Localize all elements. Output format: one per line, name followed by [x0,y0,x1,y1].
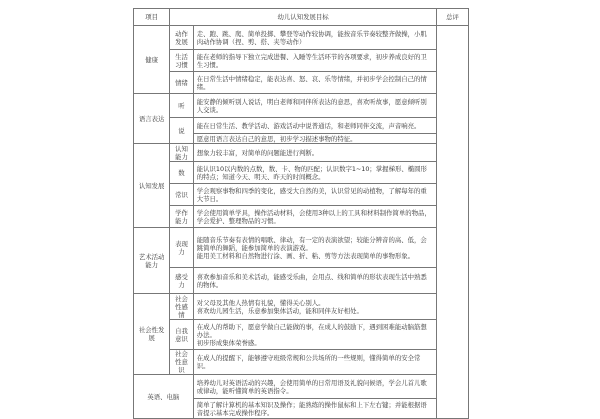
row-label: 听 [170,94,193,118]
row-text: 走、跑、跳、爬、简单投掷、攀登等动作较协调，能按音乐节奏较整齐做操，小肌肉动作协调（捏、剪、搭、夹等动作） [193,26,436,50]
table-row [134,206,469,228]
row-text: 能在日常生活、教学活动、游戏活动中说普通话，和老师同伴交流，声音响亮。 [193,118,436,134]
row-text: 简单了解计算机的基本知识及操作；能熟练的操作鼠标和上下左右键；并能根据语音提示基本完成操作程序。 [193,399,436,419]
row-label: 学作能力 [170,206,193,228]
table-row [134,228,469,268]
table-row [134,118,469,134]
domain-english-computer: 英语、电脑 [134,375,194,419]
table-row [134,94,469,118]
row-text: 在成人的提醒下，能够遵守班级常规和公共场所的一些规则，懂得简单的安全常识。 [193,350,436,375]
row-label: 生活习惯 [170,50,193,72]
goals-table [133,8,469,419]
domain-cognition: 认知发展 [134,144,170,228]
row-text: 培养幼儿对英语活动的兴趣，会使用简单的日常用语及礼貌问候语，学会儿首儿歌或律动，能听懂简单的英语指令。 [193,375,436,399]
row-label: 认知能力 [170,144,193,162]
table-row [134,320,469,350]
row-label: 感受力 [170,268,193,294]
header-total: 总评 [436,9,468,26]
table-row [134,268,469,294]
row-text: 想象力较丰富，对简单的问题能进行判断。 [193,144,436,162]
table-row [134,184,469,206]
row-text: 能认识10以内数的点数，数、卡、物的匹配；认识数字1~10；掌握梯形、椭圆形的特点；知道今天、明天、昨天的时间概念。 [193,162,436,184]
table-row [134,350,469,375]
table-row [134,144,469,162]
table-row [134,50,469,72]
domain-art: 艺术活动能力 [134,228,170,294]
row-text: 学会使用简单学具，操作活动材料，会使用3种以上的工具和材料制作简单的物品，学会爱护、整理物品的习惯。 [193,206,436,228]
row-label: 常识 [170,184,193,206]
row-text: 在日常生活中情绪稳定，能表达喜、怒、哀、乐等情绪，并初步学会控制自己的情绪。 [193,72,436,94]
row-label: 情绪 [170,72,193,94]
row-text: 能安静的倾听别人说话，明白老师和同伴所表达的意思，喜欢听故事，愿意倾听别人交谈。 [193,94,436,118]
row-label: 说 [170,118,193,144]
development-goals-sheet [133,8,469,417]
header-goal: 幼儿认知发展目标 [170,9,437,26]
row-text: 能在老师的指导下独立完成进餐、入睡等生活环节的各项要求，初步养成良好的卫生习惯。 [193,50,436,72]
row-label: 自我意识 [170,320,193,350]
header-row [134,9,469,26]
domain-language: 语言表达 [134,94,170,144]
row-label: 数 [170,162,193,184]
table-row [134,294,469,320]
header-item: 项目 [134,9,170,26]
row-label: 社会性意识 [170,350,193,375]
row-text: 愿意用语言表达自己的意思，初步学习描述事物的特征。 [193,134,436,144]
row-text: 学会观察事物和四季的变化，感受大自然的美，认识常见的动植物，了解每年的重大节日。 [193,184,436,206]
table-row [134,375,469,399]
row-label: 动作发展 [170,26,193,50]
table-row [134,162,469,184]
row-label: 表现力 [170,228,193,268]
domain-social: 社会性发展 [134,294,170,375]
row-text: 在成人的帮助下，愿意学做自己能做的事，在成人的鼓励下，遇到困难能动脑筋想办法。 初步形成集体荣誉感。 [193,320,436,350]
table-row [134,72,469,94]
row-text: 喜欢参加音乐和美术活动，能感受乐曲，会用点、线和简单的形状表现生活中熟悉的物体。 [193,268,436,294]
row-label: 社会性感情 [170,294,193,320]
row-text: 能随音乐节奏有表情的唱歌、律动，有一定的表演欲望；较能分辨音的高、低，会跳简单的舞蹈，能参加简单的表演游戏。 能用美工材料和自然物进行涂、画、折、粘、剪等方法表现简单的事物形象。 [193,228,436,268]
table-row [134,26,469,50]
domain-health: 健康 [134,26,170,94]
total-cell [436,26,468,419]
row-text: 对父母及其他人热情有礼貌，懂得关心别人。 喜欢幼儿园生活，乐意参加集体活动，能和同伴友好相处。 [193,294,436,320]
